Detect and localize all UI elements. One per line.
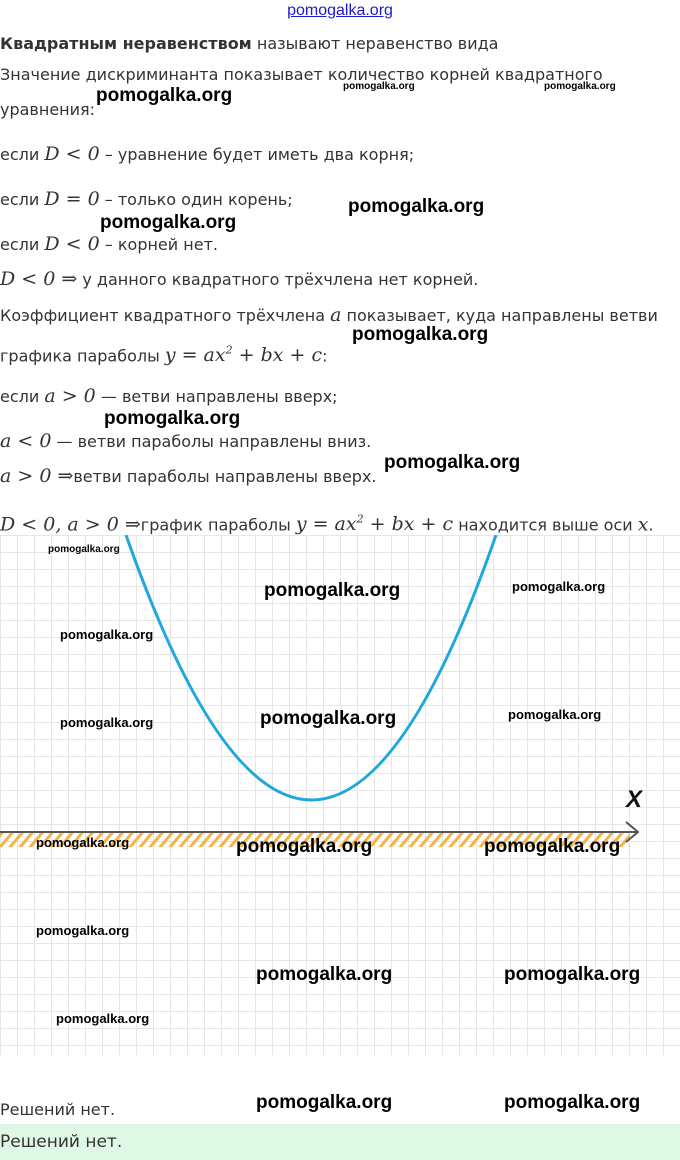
- conclusion-branches-up: [0, 465, 377, 488]
- text: Коэффициент квадратного трёхчлена: [0, 306, 331, 325]
- text: график параболы: [140, 515, 296, 535]
- formula: x: [637, 513, 649, 536]
- watermark: pomogalka.org: [504, 964, 641, 985]
- watermark: pomogalka.org: [260, 708, 397, 729]
- text: ветви параболы направлены вверх.: [73, 467, 377, 486]
- definition-line: [0, 33, 498, 55]
- watermark: pomogalka.org: [60, 627, 154, 642]
- watermark: pomogalka.org: [544, 81, 616, 92]
- text: — ветви направлены вверх;: [95, 387, 338, 406]
- x-axis-label: X: [626, 786, 643, 813]
- watermark: pomogalka.org: [384, 452, 521, 473]
- watermark: pomogalka.org: [36, 835, 130, 850]
- discriminant-line-2: уравнения:: [0, 100, 96, 119]
- formula: D < 0 ⇒: [0, 268, 78, 290]
- watermark: pomogalka.org: [104, 408, 241, 429]
- coefficient-line-1: [0, 304, 658, 327]
- text: называют неравенство вида: [251, 34, 499, 53]
- watermark: pomogalka.org: [343, 81, 415, 92]
- watermark: pomogalka.org: [48, 544, 120, 555]
- coefficient-line-2: [0, 340, 328, 367]
- case-no-roots: [0, 233, 218, 256]
- watermark: pomogalka.org: [484, 836, 621, 857]
- text: .: [648, 515, 654, 535]
- watermark: pomogalka.org: [100, 212, 237, 233]
- answer-box-text: Решений нет.: [0, 1132, 123, 1152]
- text: — ветви параболы направлены вниз.: [51, 432, 372, 451]
- formula: a: [330, 304, 342, 326]
- text: графика параболы: [0, 346, 165, 366]
- text: – корней нет.: [99, 235, 218, 254]
- watermark: pomogalka.org: [256, 964, 393, 985]
- formula: a > 0 ⇒: [0, 465, 74, 487]
- watermark: pomogalka.org: [504, 1092, 641, 1113]
- term-bold: Квадратным неравенством: [0, 34, 252, 53]
- formula: $y = ax^2$ + bx + c: [295, 513, 454, 536]
- watermark: pomogalka.org: [56, 1011, 150, 1026]
- case-one-root: [0, 188, 293, 211]
- conclusion-above-axis: [0, 509, 654, 536]
- text: если: [0, 235, 45, 254]
- watermark: pomogalka.org: [512, 579, 606, 594]
- parabola-curve: [126, 535, 496, 800]
- formula: D < 0, a > 0 ⇒: [0, 513, 141, 536]
- answer-box: [0, 1124, 680, 1160]
- text: – только один корень;: [99, 190, 293, 209]
- formula: a > 0: [44, 385, 96, 407]
- text: у данного квадратного трёхчлена нет корней.: [77, 270, 479, 289]
- formula: a < 0: [0, 430, 52, 452]
- watermark: pomogalka.org: [36, 923, 130, 938]
- text: если: [0, 190, 45, 209]
- text: показывает, куда направлены ветви: [341, 306, 658, 325]
- formula: $y = ax^2$ + bx + c: [164, 344, 323, 367]
- text: если: [0, 145, 45, 164]
- conclusion-no-roots: [0, 268, 478, 291]
- watermark: pomogalka.org: [508, 707, 602, 722]
- case-two-roots: [0, 143, 414, 166]
- answer-text: Решений нет.: [0, 1100, 116, 1119]
- formula: D = 0: [44, 188, 100, 210]
- text: находится выше оси: [453, 515, 638, 535]
- watermark: pomogalka.org: [264, 580, 401, 601]
- watermark: pomogalka.org: [256, 1092, 393, 1113]
- case-branches-up: [0, 385, 338, 408]
- discriminant-line-1: Значение дискриминанта показывает количество корней квадратного: [0, 65, 603, 84]
- watermark: pomogalka.org: [348, 196, 485, 217]
- formula: D < 0: [44, 143, 100, 165]
- watermark: pomogalka.org: [60, 715, 154, 730]
- watermark: pomogalka.org: [96, 85, 233, 106]
- text: :: [322, 346, 328, 366]
- case-branches-down: [0, 430, 371, 453]
- formula: D < 0: [44, 233, 100, 255]
- text: – уравнение будет иметь два корня;: [99, 145, 415, 164]
- site-link[interactable]: pomogalka.org: [287, 2, 393, 19]
- text: если: [0, 387, 45, 406]
- watermark: pomogalka.org: [236, 836, 373, 857]
- watermark: pomogalka.org: [352, 324, 489, 345]
